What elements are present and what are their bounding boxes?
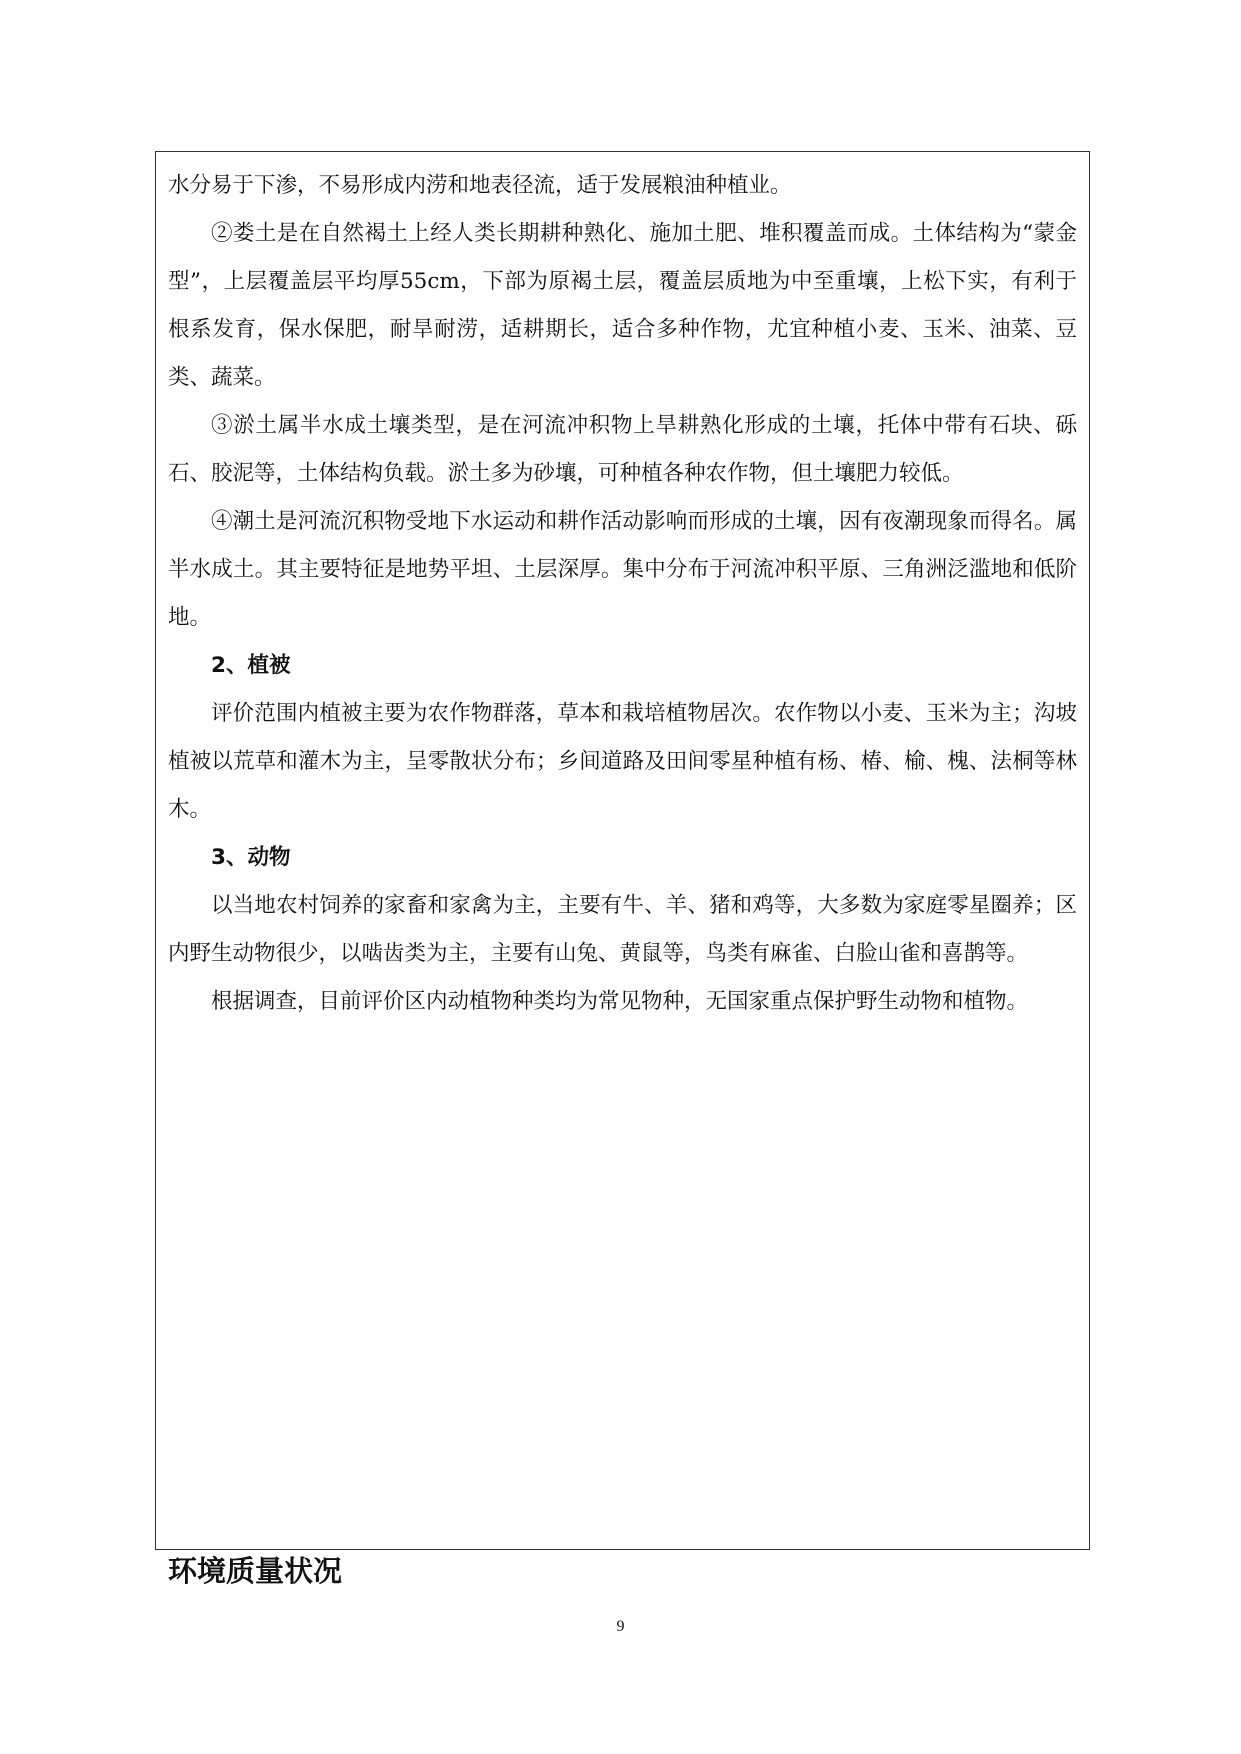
paragraph-animals: 以当地农村饲养的家畜和家禽为主，主要有牛、羊、猪和鸡等，大多数为家庭零星圈养；区内野生动物很少，以啮齿类为主，主要有山兔、黄鼠等，鸟类有麻雀、白脸山雀和喜鹊等。 (168, 893, 1077, 966)
content-frame (155, 151, 1090, 1550)
paragraph-vegetation: 评价范围内植被主要为农作物群落，草本和栽培植物居次。农作物以小麦、玉米为主；沟坡植被以荒草和灌木为主，呈零散状分布；乡间道路及田间零星种植有杨、椿、榆、槐、法桐等林木。 (168, 701, 1077, 822)
heading-vegetation: 2、植被 (211, 653, 291, 678)
paragraph-lou-soil: ②娄土是在自然褐土上经人类长期耕种熟化、施加土肥、堆积覆盖而成。土体结构为“蒙金型”，上层覆盖层平均厚55cm，下部为原褐土层，覆盖层质地为中至重壤，上松下实，有利于根系发育，保水保肥，耐旱耐涝，适耕期长，适合多种作物，尤宜种植小麦、玉米、油菜、豆类、蔬菜。 (168, 221, 1077, 390)
page-number: 9 (616, 1618, 625, 1635)
paragraph-alluvial-soil: ③淤土属半水成土壤类型，是在河流冲积物上旱耕熟化形成的土壤，托体中带有石块、砾石、胶泥等，土体结构负载。淤土多为砂壤，可种植各种农作物，但土壤肥力较低。 (168, 413, 1077, 486)
section-title: 环境质量状况 (168, 1554, 343, 1588)
paragraph-survey-conclusion: 根据调查，目前评价区内动植物种类均为常见物种，无国家重点保护野生动物和植物。 (211, 989, 1029, 1014)
heading-animals: 3、动物 (211, 845, 291, 870)
paragraph-fluvo-aquic-soil: ④潮土是河流沉积物受地下水运动和耕作活动影响而形成的土壤，因有夜潮现象而得名。属半水成土。其主要特征是地势平坦、土层深厚。集中分布于河流冲积平原、三角洲泛滥地和低阶地。 (168, 509, 1077, 630)
paragraph-soil-water: 水分易于下渗，不易形成内涝和地表径流，适于发展粮油种植业。 (168, 173, 792, 198)
